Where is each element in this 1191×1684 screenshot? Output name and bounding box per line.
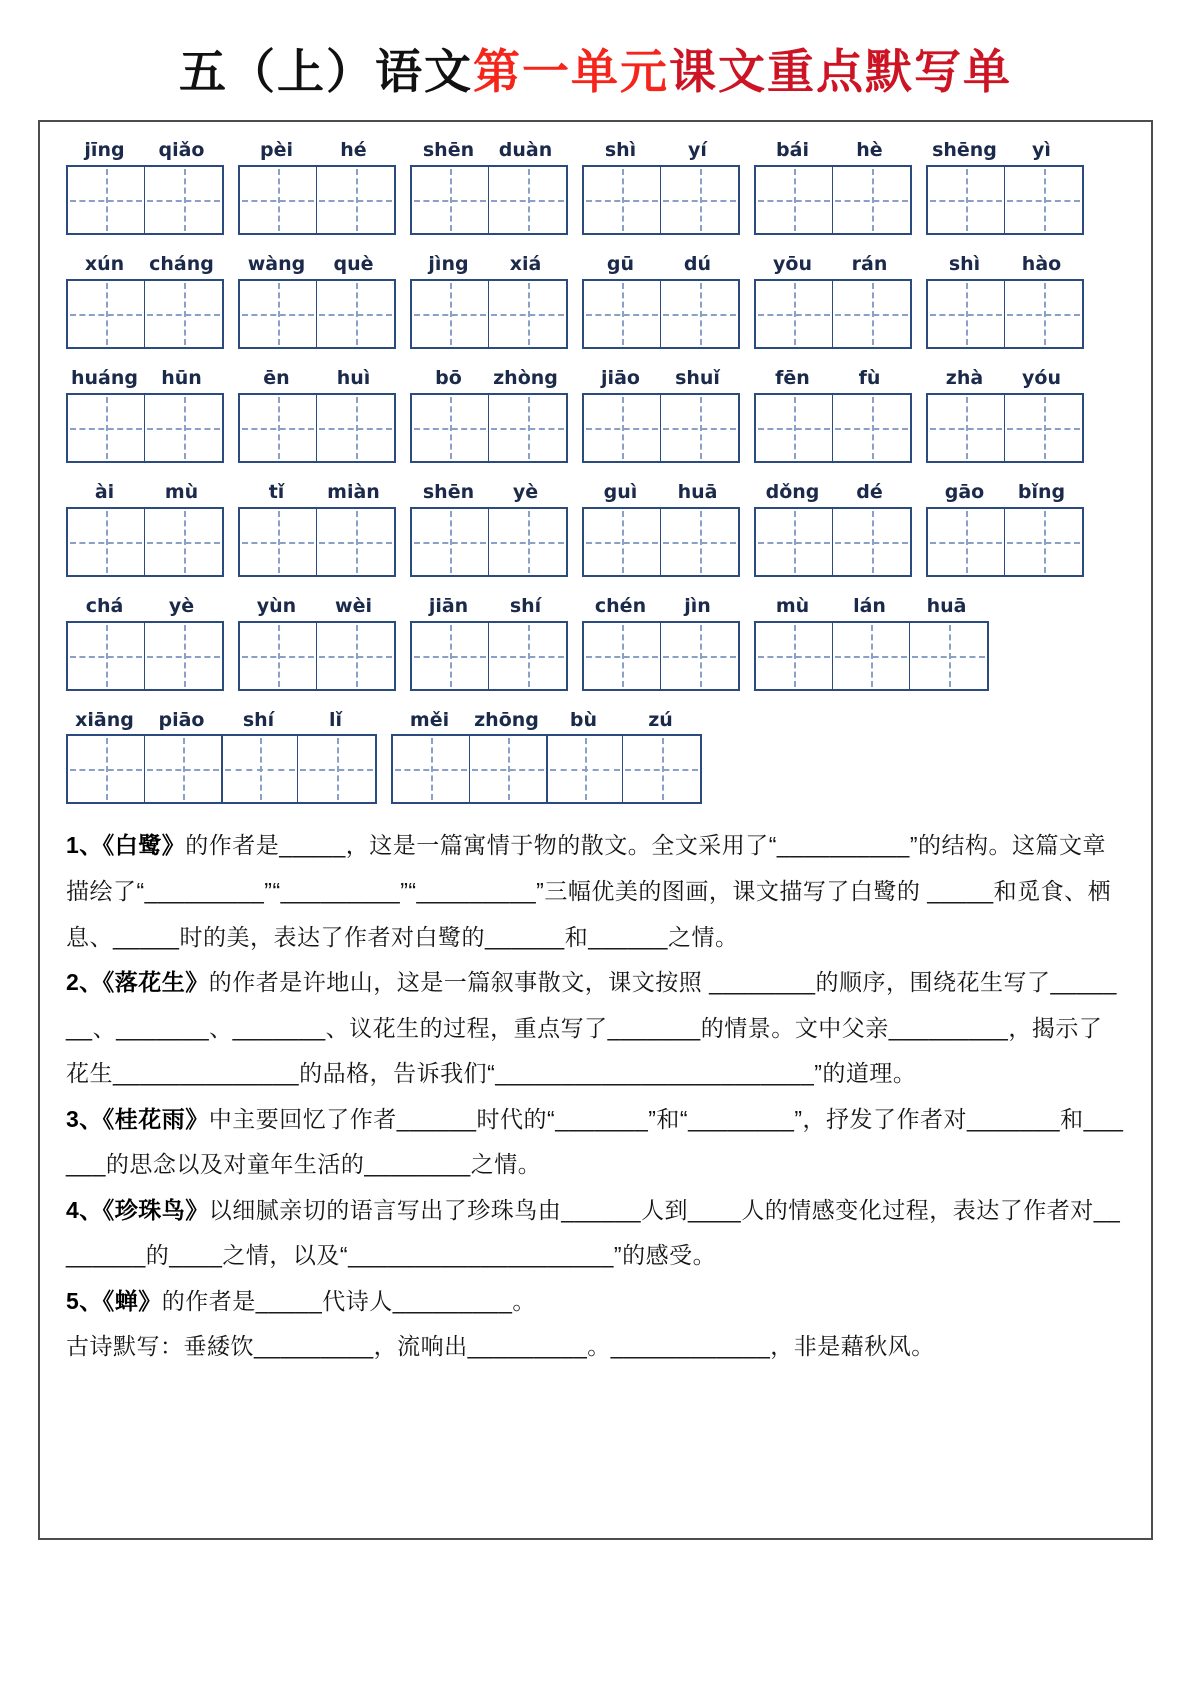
question-number: 2、 [66, 969, 103, 996]
pinyin-syllable: zhōng [474, 708, 539, 731]
pinyin-syllable: yùn [256, 594, 297, 617]
word-group [754, 254, 912, 349]
pinyin-line [926, 482, 1084, 504]
pinyin-syllable: xiāng [75, 708, 134, 731]
pinyin-syllable: yōu [773, 253, 812, 276]
pinyin-row [66, 710, 1125, 805]
pinyin-syllable: xiá [509, 253, 542, 276]
pinyin-syllable: cháng [149, 253, 214, 276]
writing-grid [410, 393, 568, 463]
pinyin-syllable: jīng [84, 139, 125, 162]
pinyin-line [66, 368, 224, 390]
pinyin-line [582, 254, 740, 276]
pinyin-line [66, 254, 224, 276]
writing-cell [756, 623, 833, 689]
title-unit: 第一单元 [473, 45, 669, 98]
question [66, 1324, 1125, 1370]
question [66, 1279, 1125, 1325]
writing-cell [317, 281, 394, 347]
word-group [66, 596, 224, 691]
writing-grid [754, 393, 912, 463]
pinyin-syllable: wèi [335, 594, 372, 617]
writing-cell [68, 623, 145, 689]
word-group [410, 482, 568, 577]
writing-cell [756, 167, 833, 233]
question [66, 823, 1125, 960]
pinyin-line [66, 710, 377, 732]
pinyin-syllable: dé [856, 480, 883, 503]
pinyin-syllable: gū [606, 253, 635, 276]
pinyin-syllable: xún [84, 253, 125, 276]
word-group [582, 254, 740, 349]
writing-cell [489, 167, 566, 233]
pinyin-line [410, 596, 568, 618]
writing-cell [412, 623, 489, 689]
writing-cell [68, 736, 145, 802]
pinyin-line [66, 482, 224, 504]
pinyin-line [66, 140, 224, 162]
writing-cell [145, 736, 222, 802]
writing-grid [926, 507, 1084, 577]
writing-cell [470, 736, 547, 802]
writing-grid [926, 279, 1084, 349]
pinyin-syllable: tǐ [268, 480, 285, 503]
book-title: 《珍珠鸟》 [102, 1196, 209, 1223]
writing-cell [661, 509, 738, 575]
writing-cell [145, 167, 222, 233]
pinyin-syllable: fù [858, 367, 881, 390]
question-text: 中主要回忆了作者______时代的“_______”和“________”，抒发了作者对_______和______的思念以及对童年生活的________之情。 [66, 1105, 1124, 1178]
writing-cell [145, 281, 222, 347]
writing-cell [546, 736, 623, 802]
word-group [926, 368, 1084, 463]
pinyin-line [238, 254, 396, 276]
pinyin-syllable: bǐng [1017, 480, 1066, 503]
writing-cell [623, 736, 700, 802]
word-group [926, 254, 1084, 349]
writing-cell [928, 509, 1005, 575]
writing-cell [489, 281, 566, 347]
pinyin-line [754, 482, 912, 504]
writing-cell [68, 167, 145, 233]
writing-grid [926, 165, 1084, 235]
pinyin-line [754, 140, 912, 162]
pinyin-syllable: dú [683, 253, 712, 276]
pinyin-line [238, 368, 396, 390]
pinyin-syllable: fēn [775, 367, 810, 390]
pinyin-syllable: mù [164, 480, 199, 503]
writing-cell [833, 167, 910, 233]
writing-grid [754, 507, 912, 577]
writing-cell [317, 509, 394, 575]
pinyin-syllable: ài [94, 480, 115, 503]
word-group [410, 596, 568, 691]
writing-grid [66, 279, 224, 349]
pinyin-syllable: duàn [498, 139, 553, 162]
word-group [926, 482, 1084, 577]
book-title: 《白鹭》 [102, 832, 186, 859]
writing-cell [489, 509, 566, 575]
writing-cell [317, 623, 394, 689]
writing-cell [928, 395, 1005, 461]
pinyin-syllable: bù [569, 708, 598, 731]
pinyin-syllable: dǒng [765, 480, 820, 503]
word-group [238, 596, 396, 691]
word-group [582, 368, 740, 463]
pinyin-syllable: huā [926, 594, 967, 617]
writing-cell [1005, 395, 1082, 461]
pinyin-syllable: miàn [327, 480, 380, 503]
writing-cell [584, 167, 661, 233]
worksheet-body [38, 120, 1153, 1540]
pinyin-syllable: qiǎo [158, 139, 205, 162]
writing-grid [238, 393, 396, 463]
writing-cell [68, 281, 145, 347]
pinyin-row [66, 368, 1125, 463]
pinyin-syllable: jiāo [601, 367, 640, 390]
title-grade-subject: 五（上）语文 [179, 45, 473, 98]
book-title: 《桂花雨》 [102, 1105, 209, 1132]
question-text: 古诗默写：垂緌饮_________，流响出_________。____________，非是藉秋风。 [66, 1333, 935, 1360]
pinyin-line [754, 254, 912, 276]
writing-cell [1005, 167, 1082, 233]
writing-cell [910, 623, 987, 689]
word-group [754, 140, 912, 235]
writing-cell [833, 395, 910, 461]
writing-cell [928, 167, 1005, 233]
pinyin-syllable: yè [512, 480, 539, 503]
word-group [66, 140, 224, 235]
book-title: 《落花生》 [102, 969, 209, 996]
pinyin-line [391, 710, 702, 732]
writing-cell [584, 623, 661, 689]
writing-cell [240, 509, 317, 575]
writing-grid [66, 507, 224, 577]
writing-cell [145, 623, 222, 689]
pinyin-line [582, 596, 740, 618]
pinyin-syllable: hào [1021, 253, 1062, 276]
pinyin-syllable: yóu [1022, 367, 1061, 390]
pinyin-line [582, 482, 740, 504]
pinyin-line [926, 140, 1084, 162]
pinyin-line [582, 140, 740, 162]
writing-grid [238, 279, 396, 349]
writing-cell [661, 623, 738, 689]
pinyin-syllable: shí [242, 708, 275, 731]
writing-cell [489, 395, 566, 461]
pinyin-grid [66, 140, 1125, 804]
writing-cell [756, 281, 833, 347]
pinyin-syllable: shì [948, 253, 981, 276]
word-group [238, 140, 396, 235]
writing-cell [68, 509, 145, 575]
question [66, 1188, 1125, 1279]
writing-cell [412, 395, 489, 461]
writing-grid [238, 165, 396, 235]
writing-cell [661, 395, 738, 461]
writing-cell [240, 281, 317, 347]
pinyin-line [238, 596, 396, 618]
pinyin-line [926, 254, 1084, 276]
writing-grid [754, 621, 989, 691]
writing-grid [754, 279, 912, 349]
pinyin-line [410, 140, 568, 162]
book-title: 《蝉》 [102, 1287, 162, 1314]
pinyin-syllable: rán [851, 253, 888, 276]
word-group [66, 710, 377, 805]
question-text: 以细腻亲切的语言写出了珍珠鸟由______人到____人的情感变化过程，表达了作者对________的____之情，以及“____________________”的感受。 [66, 1196, 1121, 1269]
writing-grid [238, 507, 396, 577]
writing-grid [582, 279, 740, 349]
question-number: 4、 [66, 1196, 103, 1223]
writing-grid [238, 621, 396, 691]
writing-cell [393, 736, 470, 802]
word-group [582, 482, 740, 577]
writing-cell [489, 623, 566, 689]
writing-cell [833, 623, 910, 689]
writing-grid [926, 393, 1084, 463]
pinyin-syllable: què [333, 253, 374, 276]
pinyin-syllable: mù [775, 594, 810, 617]
writing-grid [410, 621, 568, 691]
writing-cell [240, 395, 317, 461]
writing-grid [582, 393, 740, 463]
pinyin-syllable: jiān [428, 594, 469, 617]
word-group [66, 254, 224, 349]
writing-grid [66, 393, 224, 463]
pinyin-syllable: chá [85, 594, 124, 617]
question-text: 的作者是许地山，这是一篇叙事散文，课文按照 ________的顺序，围绕花生写了_______、_______、_______、议花生的过程，重点写了_______的情景。文中父亲_________，揭示了花生______________的品格，告诉我们“________________________”的道理。 [66, 969, 1117, 1087]
pinyin-syllable: lǐ [328, 708, 343, 731]
word-group [754, 368, 912, 463]
pinyin-syllable: shì [604, 139, 637, 162]
writing-cell [68, 395, 145, 461]
pinyin-syllable: zú [648, 708, 673, 731]
pinyin-line [582, 368, 740, 390]
pinyin-line [926, 368, 1084, 390]
questions [66, 823, 1125, 1369]
pinyin-syllable: chén [594, 594, 647, 617]
pinyin-syllable: piāo [158, 708, 205, 731]
writing-cell [928, 281, 1005, 347]
writing-cell [317, 167, 394, 233]
writing-grid [754, 165, 912, 235]
word-group [66, 482, 224, 577]
writing-cell [584, 395, 661, 461]
pinyin-line [238, 482, 396, 504]
page-title [38, 44, 1153, 100]
pinyin-row [66, 596, 1125, 691]
pinyin-syllable: yè [168, 594, 195, 617]
writing-cell [145, 395, 222, 461]
word-group [238, 254, 396, 349]
writing-cell [145, 509, 222, 575]
pinyin-syllable: shēn [422, 480, 475, 503]
word-group [410, 368, 568, 463]
pinyin-syllable: shēng [932, 139, 997, 162]
pinyin-syllable: pèi [260, 139, 293, 162]
word-group [238, 368, 396, 463]
pinyin-syllable: huì [336, 367, 371, 390]
question-number: 1、 [66, 832, 103, 859]
pinyin-syllable: zhà [945, 367, 984, 390]
pinyin-syllable: hé [340, 139, 367, 162]
pinyin-syllable: bái [776, 139, 809, 162]
pinyin-row [66, 140, 1125, 235]
writing-grid [410, 279, 568, 349]
writing-cell [661, 281, 738, 347]
title-sheet-type: 课文重点默写单 [669, 45, 1012, 98]
question [66, 1097, 1125, 1188]
writing-cell [317, 395, 394, 461]
writing-cell [584, 281, 661, 347]
pinyin-line [754, 596, 989, 618]
writing-cell [756, 509, 833, 575]
pinyin-syllable: gāo [944, 480, 985, 503]
writing-cell [756, 395, 833, 461]
pinyin-syllable: bō [435, 367, 462, 390]
writing-grid [66, 165, 224, 235]
pinyin-syllable: shuǐ [675, 367, 720, 390]
pinyin-line [66, 596, 224, 618]
writing-cell [221, 736, 298, 802]
writing-cell [240, 167, 317, 233]
pinyin-line [238, 140, 396, 162]
writing-grid [582, 621, 740, 691]
pinyin-syllable: lán [853, 594, 886, 617]
pinyin-syllable: yì [1032, 139, 1051, 162]
pinyin-syllable: měi [409, 708, 450, 731]
writing-grid [582, 165, 740, 235]
writing-cell [1005, 509, 1082, 575]
writing-cell [298, 736, 375, 802]
word-group [66, 368, 224, 463]
pinyin-syllable: huáng [70, 367, 138, 390]
writing-grid [66, 734, 377, 804]
writing-cell [412, 167, 489, 233]
word-group [238, 482, 396, 577]
writing-cell [661, 167, 738, 233]
word-group [582, 140, 740, 235]
pinyin-syllable: hūn [161, 367, 202, 390]
question [66, 960, 1125, 1097]
pinyin-syllable: ēn [263, 367, 290, 390]
writing-cell [412, 281, 489, 347]
pinyin-syllable: huā [677, 480, 718, 503]
pinyin-line [410, 368, 568, 390]
word-group [582, 596, 740, 691]
writing-grid [582, 507, 740, 577]
writing-cell [412, 509, 489, 575]
pinyin-syllable: jìn [684, 594, 711, 617]
question-text: 的作者是_____代诗人_________。 [161, 1287, 536, 1314]
writing-cell [240, 623, 317, 689]
writing-cell [1005, 281, 1082, 347]
pinyin-syllable: hè [856, 139, 883, 162]
pinyin-syllable: guì [603, 480, 638, 503]
writing-grid [410, 165, 568, 235]
writing-grid [391, 734, 702, 804]
pinyin-row [66, 482, 1125, 577]
pinyin-line [754, 368, 912, 390]
pinyin-line [410, 254, 568, 276]
question-text: 的作者是_____，这是一篇寓情于物的散文。全文采用了“__________”的结构。这篇文章描绘了“_________”“_________”“_________”三幅优美的图画，课文描写了白鹭的 _____和觅食、栖息、_____时的美，表达了作者对白鹭的______和______之情。 [66, 832, 1112, 950]
word-group [410, 254, 568, 349]
word-group [754, 596, 989, 691]
pinyin-line [410, 482, 568, 504]
word-group [410, 140, 568, 235]
pinyin-syllable: yí [688, 139, 707, 162]
pinyin-row [66, 254, 1125, 349]
pinyin-syllable: zhòng [493, 367, 558, 390]
word-group [391, 710, 702, 805]
pinyin-syllable: shí [509, 594, 542, 617]
word-group [754, 482, 912, 577]
question-number: 3、 [66, 1105, 103, 1132]
word-group [926, 140, 1084, 235]
writing-grid [66, 621, 224, 691]
writing-cell [833, 509, 910, 575]
writing-cell [584, 509, 661, 575]
question-number: 5、 [66, 1287, 103, 1314]
writing-grid [410, 507, 568, 577]
writing-cell [833, 281, 910, 347]
pinyin-syllable: wàng [247, 253, 306, 276]
pinyin-syllable: shēn [422, 139, 475, 162]
pinyin-syllable: jìng [428, 253, 469, 276]
